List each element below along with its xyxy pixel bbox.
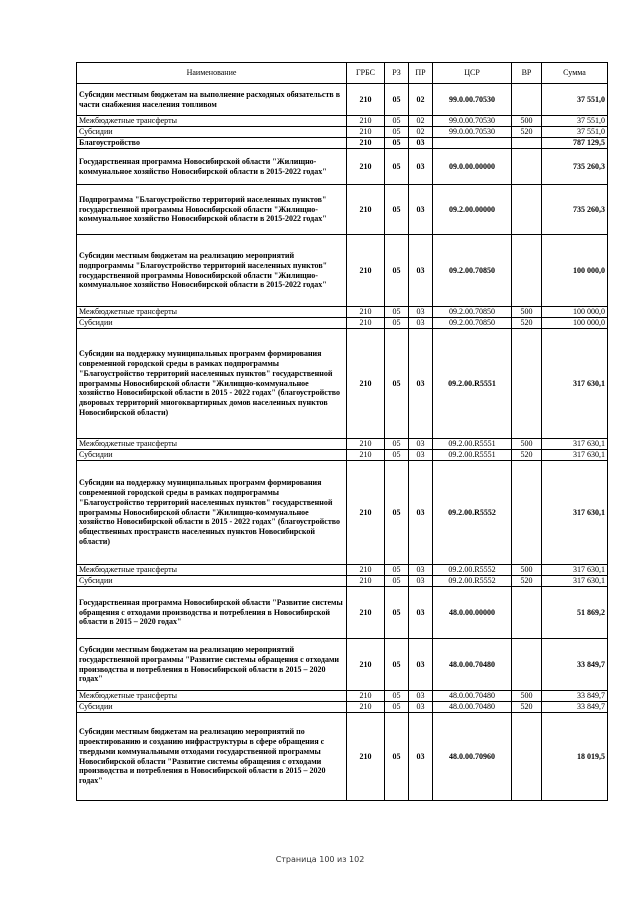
cell-pr: 03 [409,565,433,576]
cell-rz: 05 [385,127,409,138]
cell-csr: 09.2.00.70850 [433,235,512,307]
cell-name: Субсидии на поддержку муниципальных программ формирования современной городской среды в рамках подпрограммы "Благоустройство территорий населенных пунктов" государственной программы Новосибирской области "Жилищно-коммунальное хозяйство Новосибирской области в 2015 - 2022 годах" (благоустройство общественных пространств населенных пунктов Новосибирской области) [77,461,347,565]
cell-name: Межбюджетные трансферты [77,307,347,318]
header-sum: Сумма [542,63,608,84]
cell-pr: 03 [409,713,433,801]
cell-rz: 05 [385,587,409,639]
cell-pr: 02 [409,127,433,138]
cell-rz: 05 [385,185,409,235]
table-row [77,307,608,318]
table-row [77,576,608,587]
cell-rz: 05 [385,84,409,116]
page-footer: Страница 100 из 102 [275,855,365,864]
header-grbs: ГРБС [347,63,385,84]
cell-csr: 09.2.00.00000 [433,185,512,235]
cell-vr [512,329,542,439]
cell-pr: 02 [409,84,433,116]
cell-pr: 03 [409,587,433,639]
cell-sum: 100 000,0 [542,307,608,318]
cell-grbs: 210 [347,307,385,318]
cell-grbs: 210 [347,565,385,576]
cell-rz: 05 [385,461,409,565]
cell-sum: 37 551,0 [542,127,608,138]
cell-name: Субсидии [77,127,347,138]
cell-sum: 317 630,1 [542,576,608,587]
cell-pr: 03 [409,461,433,565]
cell-pr: 03 [409,329,433,439]
cell-sum: 37 551,0 [542,116,608,127]
cell-name: Субсидии [77,702,347,713]
cell-grbs: 210 [347,576,385,587]
cell-csr: 48.0.00.70480 [433,702,512,713]
cell-sum: 37 551,0 [542,84,608,116]
table-row [77,138,608,149]
table-row [77,691,608,702]
cell-csr: 09.2.00.70850 [433,318,512,329]
cell-name: Межбюджетные трансферты [77,439,347,450]
table-header-row [77,63,608,84]
cell-rz: 05 [385,713,409,801]
cell-name: Государственная программа Новосибирской области "Жилищно-коммунальное хозяйство Новосибирской области в 2015-2022 годах" [77,149,347,185]
cell-pr: 03 [409,439,433,450]
cell-name: Государственная программа Новосибирской области "Развитие системы обращения с отходами производства и потребления в Новосибирской области в 2015 – 2020 годах" [77,587,347,639]
cell-grbs: 210 [347,235,385,307]
cell-vr: 500 [512,439,542,450]
cell-grbs: 210 [347,318,385,329]
cell-rz: 05 [385,318,409,329]
table-row [77,84,608,116]
table-row [77,461,608,565]
cell-sum: 317 630,1 [542,450,608,461]
cell-pr: 03 [409,138,433,149]
cell-grbs: 210 [347,587,385,639]
cell-csr: 09.2.00.R5551 [433,439,512,450]
table-body [77,84,608,801]
cell-rz: 05 [385,235,409,307]
cell-rz: 05 [385,149,409,185]
cell-vr: 520 [512,450,542,461]
cell-rz: 05 [385,138,409,149]
cell-vr [512,587,542,639]
cell-sum: 735 260,3 [542,149,608,185]
cell-name: Субсидии [77,318,347,329]
cell-sum: 735 260,3 [542,185,608,235]
cell-vr [512,461,542,565]
table-row [77,565,608,576]
cell-csr: 48.0.00.70480 [433,691,512,702]
cell-grbs: 210 [347,84,385,116]
table-row [77,185,608,235]
cell-grbs: 210 [347,185,385,235]
cell-sum: 317 630,1 [542,439,608,450]
cell-csr: 09.2.00.R5552 [433,576,512,587]
cell-name: Субсидии местным бюджетам на реализацию мероприятий подпрограммы "Благоустройство территорий населенных пунктов" государственной программы Новосибирской области "Жилищно-коммунальное хозяйство Новосибирской области в 2015-2022 годах" [77,235,347,307]
cell-sum: 317 630,1 [542,565,608,576]
cell-grbs: 210 [347,639,385,691]
cell-rz: 05 [385,691,409,702]
cell-name: Межбюджетные трансферты [77,116,347,127]
cell-rz: 05 [385,450,409,461]
cell-vr [512,713,542,801]
cell-vr [512,138,542,149]
cell-pr: 03 [409,235,433,307]
cell-vr: 520 [512,702,542,713]
cell-vr: 500 [512,691,542,702]
cell-pr: 03 [409,702,433,713]
cell-csr: 09.2.00.R5552 [433,461,512,565]
cell-rz: 05 [385,116,409,127]
cell-csr: 99.0.00.70530 [433,116,512,127]
cell-name: Благоустройство [77,138,347,149]
cell-sum: 51 869,2 [542,587,608,639]
table-row [77,116,608,127]
cell-name: Субсидии местным бюджетам на выполнение расходных обязательств в части снабжения населения топливом [77,84,347,116]
cell-grbs: 210 [347,713,385,801]
cell-sum: 100 000,0 [542,235,608,307]
table-row [77,713,608,801]
cell-vr: 500 [512,565,542,576]
table-row [77,587,608,639]
cell-pr: 03 [409,185,433,235]
cell-rz: 05 [385,307,409,318]
cell-grbs: 210 [347,691,385,702]
cell-csr: 48.0.00.70960 [433,713,512,801]
cell-name: Подпрограмма "Благоустройство территорий населенных пунктов" государственной программы Новосибирской области "Жилищно-коммунальное хозяйство Новосибирской области в 2015-2022 годах" [77,185,347,235]
cell-pr: 03 [409,576,433,587]
cell-csr: 48.0.00.00000 [433,587,512,639]
cell-csr: 99.0.00.70530 [433,127,512,138]
cell-pr: 03 [409,691,433,702]
cell-grbs: 210 [347,450,385,461]
header-pr: ПР [409,63,433,84]
header-vr: ВР [512,63,542,84]
cell-rz: 05 [385,576,409,587]
cell-vr [512,149,542,185]
cell-vr [512,639,542,691]
cell-rz: 05 [385,329,409,439]
cell-rz: 05 [385,702,409,713]
cell-csr: 48.0.00.70480 [433,639,512,691]
cell-name: Межбюджетные трансферты [77,691,347,702]
cell-vr: 500 [512,116,542,127]
cell-grbs: 210 [347,116,385,127]
table-row [77,639,608,691]
table-row [77,439,608,450]
cell-sum: 18 019,5 [542,713,608,801]
cell-sum: 787 129,5 [542,138,608,149]
header-rz: РЗ [385,63,409,84]
cell-sum: 33 849,7 [542,639,608,691]
cell-pr: 02 [409,116,433,127]
cell-vr: 520 [512,127,542,138]
cell-name: Субсидии [77,576,347,587]
cell-csr: 09.2.00.R5551 [433,450,512,461]
cell-rz: 05 [385,639,409,691]
cell-grbs: 210 [347,127,385,138]
cell-grbs: 210 [347,149,385,185]
cell-pr: 03 [409,307,433,318]
cell-grbs: 210 [347,702,385,713]
cell-vr: 500 [512,307,542,318]
cell-sum: 33 849,7 [542,702,608,713]
budget-table [76,62,608,801]
cell-name: Субсидии местным бюджетам на реализацию мероприятий по проектированию и созданию инфраструктуры в сфере обращения с твердыми коммунальными отходами государственной программы Новосибирской области "Развитие системы обращения с отходами производства и потребления в Новосибирской области в 2015 – 2020 годах" [77,713,347,801]
cell-pr: 03 [409,450,433,461]
table-row [77,127,608,138]
cell-pr: 03 [409,318,433,329]
cell-sum: 33 849,7 [542,691,608,702]
cell-vr [512,185,542,235]
cell-name: Межбюджетные трансферты [77,565,347,576]
table-row [77,450,608,461]
cell-csr: 09.2.00.R5552 [433,565,512,576]
cell-grbs: 210 [347,138,385,149]
header-csr: ЦСР [433,63,512,84]
cell-sum: 317 630,1 [542,329,608,439]
cell-csr: 09.2.00.70850 [433,307,512,318]
cell-csr: 99.0.00.70530 [433,84,512,116]
table-row [77,318,608,329]
cell-grbs: 210 [347,329,385,439]
table-row [77,702,608,713]
cell-grbs: 210 [347,461,385,565]
cell-name: Субсидии местным бюджетам на реализацию мероприятий государственной программы "Развитие системы обращения с отходами производства и потребления в Новосибирской области в 2015 – 2020 годах" [77,639,347,691]
header-name: Наименование [77,63,347,84]
cell-rz: 05 [385,565,409,576]
cell-csr [433,138,512,149]
cell-sum: 100 000,0 [542,318,608,329]
cell-vr [512,84,542,116]
cell-pr: 03 [409,149,433,185]
cell-pr: 03 [409,639,433,691]
table-row [77,235,608,307]
cell-grbs: 210 [347,439,385,450]
cell-vr [512,235,542,307]
table-row [77,149,608,185]
cell-sum: 317 630,1 [542,461,608,565]
cell-csr: 09.0.00.00000 [433,149,512,185]
table-row [77,329,608,439]
cell-vr: 520 [512,576,542,587]
cell-rz: 05 [385,439,409,450]
cell-name: Субсидии на поддержку муниципальных программ формирования современной городской среды в рамках подпрограммы "Благоустройство территорий населенных пунктов" государственной программы Новосибирской области "Жилищно-коммунальное хозяйство Новосибирской области в 2015 - 2022 годах" (благоустройство дворовых территорий многоквартирных домов населенных пунктов Новосибирской области) [77,329,347,439]
cell-vr: 520 [512,318,542,329]
cell-name: Субсидии [77,450,347,461]
cell-csr: 09.2.00.R5551 [433,329,512,439]
